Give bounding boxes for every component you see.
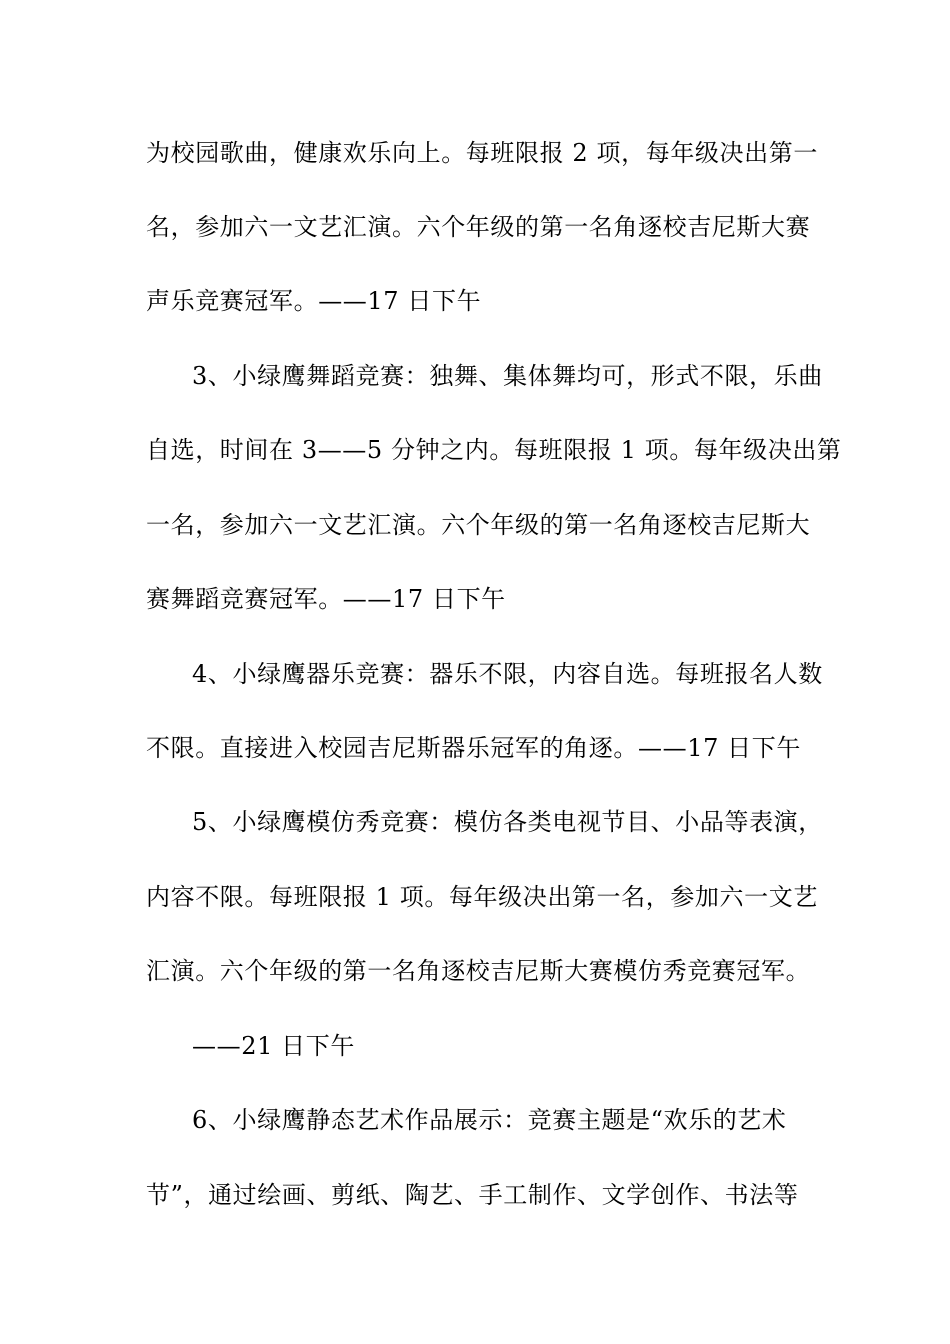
paragraph-item-3-line: 3、小绿鹰舞蹈竞赛：独舞、集体舞均可，形式不限，乐曲 (192, 362, 823, 390)
text-line: 为校园歌曲，健康欢乐向上。每班限报 2 项，每年级决出第一 (146, 139, 818, 167)
text-line: 声乐竞赛冠军。——17 日下午 (146, 287, 482, 315)
text-line: 节”，通过绘画、剪纸、陶艺、手工制作、文学创作、书法等 (146, 1181, 799, 1209)
text-line: 汇演。六个年级的第一名角逐校吉尼斯大赛模仿秀竞赛冠军。 (146, 957, 811, 985)
text-line: 赛舞蹈竞赛冠军。——17 日下午 (146, 585, 506, 613)
text-line: 不限。直接进入校园吉尼斯器乐冠军的角逐。——17 日下午 (146, 734, 801, 762)
text-line: ——21 日下午 (192, 1032, 355, 1060)
paragraph-item-6-line: 6、小绿鹰静态艺术作品展示：竞赛主题是“欢乐的艺术 (192, 1106, 787, 1134)
text-line: 一名，参加六一文艺汇演。六个年级的第一名角逐校吉尼斯大 (146, 511, 811, 539)
text-line: 自选，时间在 3——5 分钟之内。每班限报 1 项。每年级决出第 (146, 436, 842, 464)
paragraph-item-4-line: 4、小绿鹰器乐竞赛：器乐不限，内容自选。每班报名人数 (192, 660, 823, 688)
text-line: 名，参加六一文艺汇演。六个年级的第一名角逐校吉尼斯大赛 (146, 213, 811, 241)
paragraph-item-5-line: 5、小绿鹰模仿秀竞赛：模仿各类电视节目、小品等表演， (192, 808, 823, 836)
text-line: 内容不限。每班限报 1 项。每年级决出第一名，参加六一文艺 (146, 883, 818, 911)
